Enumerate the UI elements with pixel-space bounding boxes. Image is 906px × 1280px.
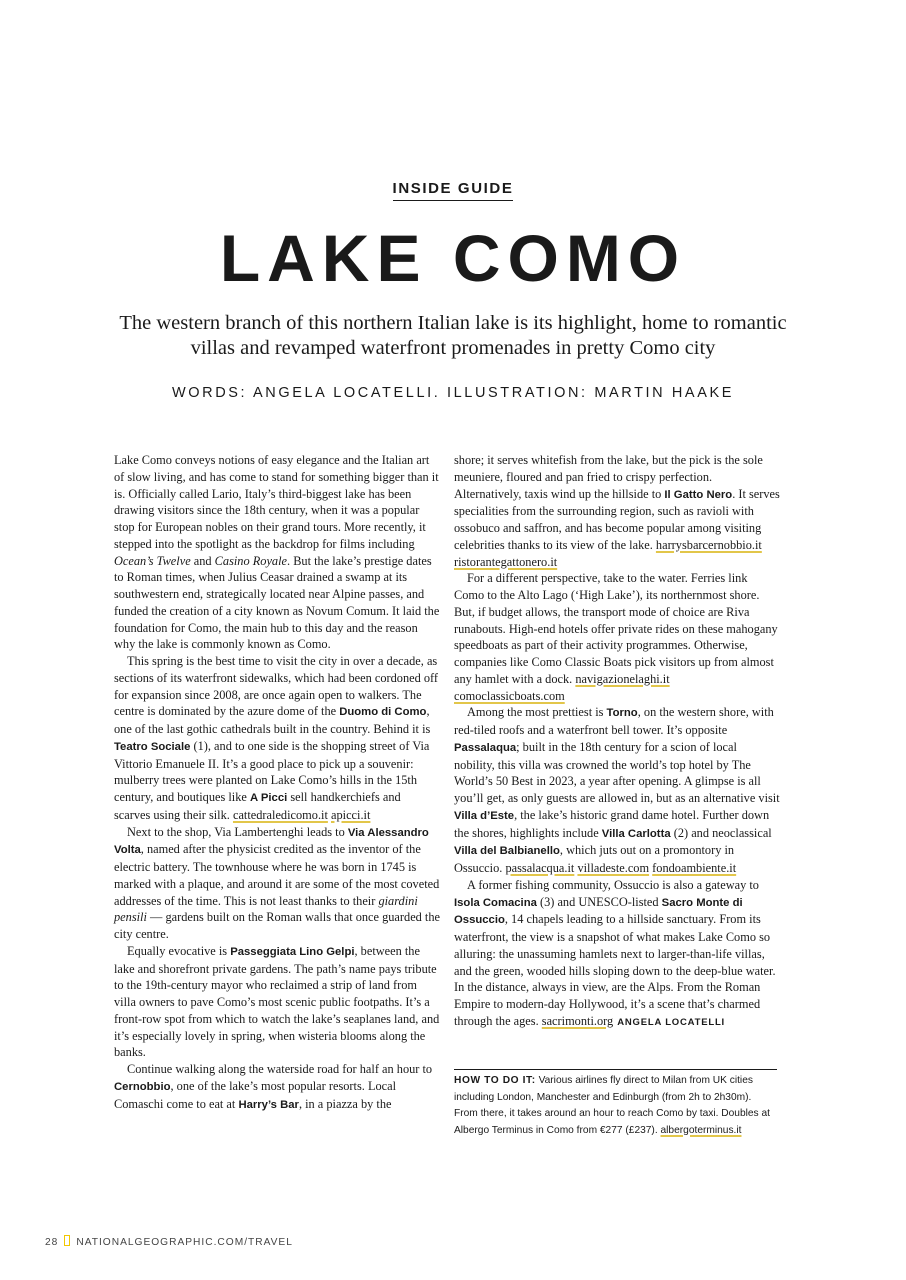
how-to-label: HOW TO DO IT: <box>454 1075 536 1086</box>
footer-site: NATIONALGEOGRAPHIC.COM/TRAVEL <box>76 1237 293 1248</box>
paragraph: A former fishing community, Ossuccio is also a gateway to Isola Comacina (3) and UNESCO-listed Sacro Monte di Ossuccio, 14 chapels leading to a hillside sanctuary. From its waterfront, the view is a snapshot of what makes Lake Como so alluring: the unassuming hamlets next to larger-than-life villas, and the green, wooded hills sloping down to the deep-blue water. In the distance, always in view, are the Alps. From the Roman Empire to modern-day Hollywood, it’s a scene that’s charmed through the ages. sacrimonti.org ANGELA LOCATELLI <box>454 877 776 1028</box>
paragraph: Among the most prettiest is Torno, on the western shore, with red-tiled roofs and a waterfront bell tower. It’s opposite Passalaqua; built in the 18th century for a scion of local nobility, this villa was crowned the world’s top hotel by The World’s 50 Best in 2023, a year after opening. A glimpse is all you’ll get, as only guests are allowed in, but as an alternative visit Villa d’Este, the lake’s historic grand dame hotel. Further down the shores, highlights include Villa Carlotta (2) and neoclassical Villa del Balbianello, which juts out on a promontory in Ossuccio. passalacqua.it villadeste.com fondoambiente.it <box>454 705 780 875</box>
standfirst: The western branch of this northern Italian lake is its highlight, home to romantic villas and revamped waterfront promenades in pretty Como city <box>119 312 787 359</box>
paragraph: Equally evocative is Passeggiata Lino Gelpi, between the lake and shorefront private gardens. The path’s name pays tribute to the 19th-century mayor who reclaimed a strip of land from villa owners to pave Como’s most scenic public footpaths. It’s a front-row spot from which to watch the lake’s seaplanes land, and it’s especially lovely in spring, when wisteria blooms along the banks. <box>114 943 440 1060</box>
paragraph: This spring is the best time to visit the city in over a decade, as sections of its waterfront sidewalks, which had been cordoned off for expansion since 2008, are once again open to walkers. The centre is dominated by the azure dome of the Duomo di Como, one of the last gothic cathedrals built in the country. Behind it is Teatro Sociale (1), and to one side is the shopping street of Via Vittorio Emanuele II. It’s a good place to pick up a souvenir: mulberry trees were planted on Lake Como’s hills in the 15th century, and boutiques like A Picci sell handkerchiefs and scarves using their silk. cattedraledicomo.it apicci.it <box>114 654 439 822</box>
link-albergoterminus[interactable]: albergoterminus.it <box>660 1124 742 1136</box>
page-title: LAKE COMO <box>219 221 687 295</box>
section-kicker: INSIDE GUIDE <box>0 180 906 201</box>
footer-separator-icon <box>64 1235 70 1246</box>
author-signoff: ANGELA LOCATELLI <box>617 1016 725 1028</box>
link-passalacqua[interactable]: passalacqua.it <box>505 861 575 875</box>
link-comoclassicboats[interactable]: comoclassicboats.com <box>454 688 565 703</box>
article-column-right <box>454 452 780 1032</box>
paragraph: For a different perspective, take to the water. Ferries link Como to the Alto Lago (‘High Lake’), its northernmost shore. But, if budget allows, the transport mode of choice are Riva runabouts. High-end hotels offer private rides on these mahogany speedboats as part of their activity programmes. Otherwise, companies like Como Classic Boats pick visitors up from almost any hamlet with a dock. navigazionelaghi.it comoclassicboats.com <box>454 571 778 703</box>
paragraph: Continue walking along the waterside road for half an hour to Cernobbio, one of the lake’s most popular resorts. Local Comaschi come to eat at Harry’s Bar, in a piazza by the <box>114 1062 433 1111</box>
byline: WORDS: ANGELA LOCATELLI. ILLUSTRATION: MARTIN HAAKE <box>171 385 735 401</box>
link-villadeste[interactable]: villadeste.com <box>577 861 650 875</box>
paragraph: shore; it serves whitefish from the lake, but the pick is the sole meuniere, floured and pan fried to crispy perfection. Alternatively, taxis wind up the hillside to Il Gatto Nero. It serves specialities from the surrounding region, such as ravioli with ossobuco and saffron, and has become popular among visiting celebrities thanks to its view of the lake. harrysbarcernobbio.it ristorantegattonero.it <box>454 453 780 569</box>
link-harrysbarcernobbio[interactable]: harrysbarcernobbio.it <box>655 537 762 552</box>
how-to-text: Various airlines fly direct to Milan from UK cities including London, Manchester and Edinburgh (from 2h to 2h30m). From there, it takes around an hour to reach Como by taxi. Doubles at Albergo Terminus in Como from €277 (£237). <box>454 1075 770 1136</box>
link-fondoambiente[interactable]: fondoambiente.it <box>652 861 737 875</box>
page-number: 28 <box>45 1237 59 1248</box>
paragraph: Next to the shop, Via Lambertenghi leads to Via Alessandro Volta, named after the physicist credited as the inventor of the electric battery. The townhouse where he was born in 1745 is marked with a plaque, and around it are some of the most coveted addresses of the time. This is not least thanks to their giardini pensili — gardens built on the Roman walls that once guarded the city centre. <box>114 824 441 941</box>
link-sacrimonti[interactable]: sacrimonti.org <box>541 1013 614 1028</box>
page-footer <box>45 1235 293 1248</box>
article-column-left <box>114 452 440 1113</box>
link-cattedraledicomo[interactable]: cattedraledicomo.it <box>232 807 328 822</box>
how-to-do-it-box <box>454 1069 777 1139</box>
link-navigazionelaghi[interactable]: navigazionelaghi.it <box>575 671 670 686</box>
link-ristorantegattonero[interactable]: ristorantegattonero.it <box>454 554 558 569</box>
paragraph: Lake Como conveys notions of easy elegance and the Italian art of slow living, and has come to stand for something bigger than it is. Officially called Lario, Italy’s third-biggest lake has been drawing visitors since the 18th century, when it was a popular stop for European nobles on their grand tours. More recently, it stepped into the spotlight as the backdrop for films including Ocean’s Twelve and Casino Royale. But the lake’s prestige dates to Roman times, when Julius Ceasar drained a swamp at its southwestern end, strategically located near Alpine passes, and funded the creation of a city known as Novum Comum. It laid the foundation for Como, the main hub to this day and the reason why the lake is commonly known as Como. <box>114 453 440 652</box>
link-apicci[interactable]: apicci.it <box>331 807 371 822</box>
